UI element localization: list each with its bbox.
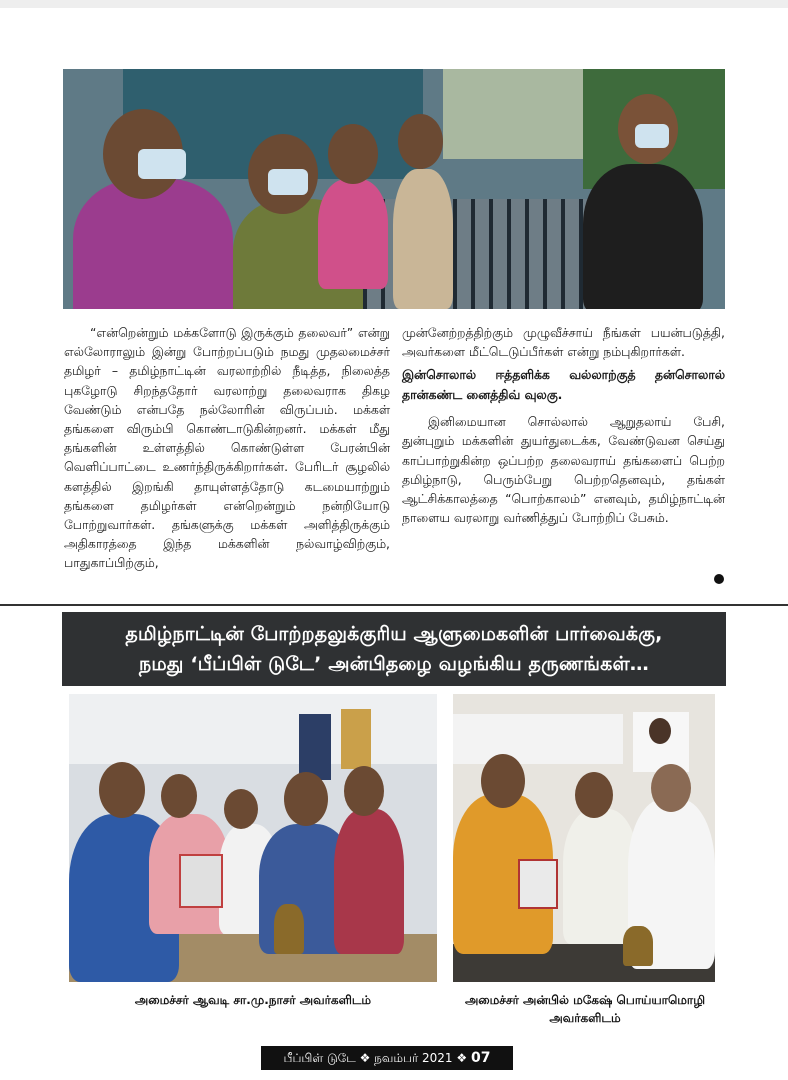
caption-left-text: அமைச்சர் ஆவடி சா.மு.நாசர் அவர்களிடம் [134,993,372,1007]
section-divider [0,604,788,606]
page-footer [261,1046,513,1070]
minister-nasar-photo [69,694,437,982]
article-right-paragraph-1: முன்னேற்றத்திற்கும் முழுவீச்சாய் நீங்கள் பயன்படுத்தி, அவர்களை மீட்டெடுப்பீர்கள் என்று நம்புகிறார்கள். [402,325,725,360]
article-left-column [64,323,390,573]
caption-left [69,991,437,1009]
banner-line-1: தமிழ்நாட்டின் போற்றதலுக்குரிய ஆளுமைகளின் பார்வைக்கு, [125,623,663,645]
article-left-paragraph: “என்றென்றும் மக்களோடு இருக்கும் தலைவர்” என்று எல்லோராலும் இன்று போற்றப்படும் நமது முதலமைச்சர் தமிழர் – தமிழ்நாட்டின் வரலாற்றில் நீடித்த, நிலைத்த புகழோடு சிறந்ததோர் வரலாற்று தலைவராக திகழ வேண்டும் என்பதே நல்லோரின் விருப்பம். மக்கள் தங்களை விரும்பி கொண்டாடுகின்றனர். மக்கள் மீது தங்களின் உள்ளத்தில் கொண்டுள்ள பேரன்பின் வெளிப்பாட்டை உணர்ந்திருக்கிறார்கள். பேரிடர் சூழலில் களத்தில் இறங்கி தாயுள்ளத்தோடு கடமையாற்றும் தங்களை தமிழர்கள் என்றென்றும் நன்றியோடு போற்றுவார்கள். தங்களுக்கு மக்கள் அளித்திருக்கும் அதிகாரத்தை இந்த மக்களின் நல்வாழ்விற்கும், பாதுகாப்பிற்கும், [64,325,390,571]
banner-line-2-suffix: அன்பிதழை வழங்கிய தருணங்கள்… [321,653,649,675]
caption-right-line-1: அமைச்சர் அன்பில் மகேஷ் பொய்யாமொழி [464,993,706,1007]
crowd-greeting-photo [63,69,725,309]
article-end-bullet-icon [714,574,724,584]
caption-right-line-2: அவர்களிடம் [549,1011,621,1025]
thirukkural-quote: இன்சொலால் ஈத்தளிக்க வல்லாற்குத் தன்சொலால் தான்கண்ட னைத்திவ் வுலகு. [402,367,725,402]
banner-line-2-prefix: நமது [139,653,191,675]
banner-line-2 [62,649,726,679]
minister-anbil-mahesh-photo [453,694,715,982]
footer-separator-icon: ❖ [359,1051,371,1065]
caption-right [440,991,730,1027]
footer-issue: நவம்பர் 2021 [374,1051,453,1065]
section-banner [62,612,726,686]
article-right-column [402,323,725,527]
footer-magazine-name: பீப்பிள் டுடே [283,1051,356,1065]
banner-magazine-name: ‘பீப்பிள் டுடே’ [190,653,322,675]
article-right-paragraph-2: இனிமையான சொல்லால் ஆறுதலாய் பேசி, துன்புறும் மக்களின் துயர்துடைக்க, வேண்டுவன செய்து காப்பாற்றுகின்ற ஒப்பற்ற தலைவராய் தங்களைப் பெற்ற தமிழ்நாடு, பெரும்பேறு பெற்றதெனவும், தங்கள் ஆட்சிக்காலத்தை “பொற்காலம்” எனவும், தமிழ்நாட்டின் நாளைய வரலாறு வர்ணித்துப் போற்றிப் பேசும். [402,414,725,526]
top-strip [0,0,788,8]
footer-separator-icon-2: ❖ [456,1051,468,1065]
footer-page-number: 07 [471,1050,491,1066]
